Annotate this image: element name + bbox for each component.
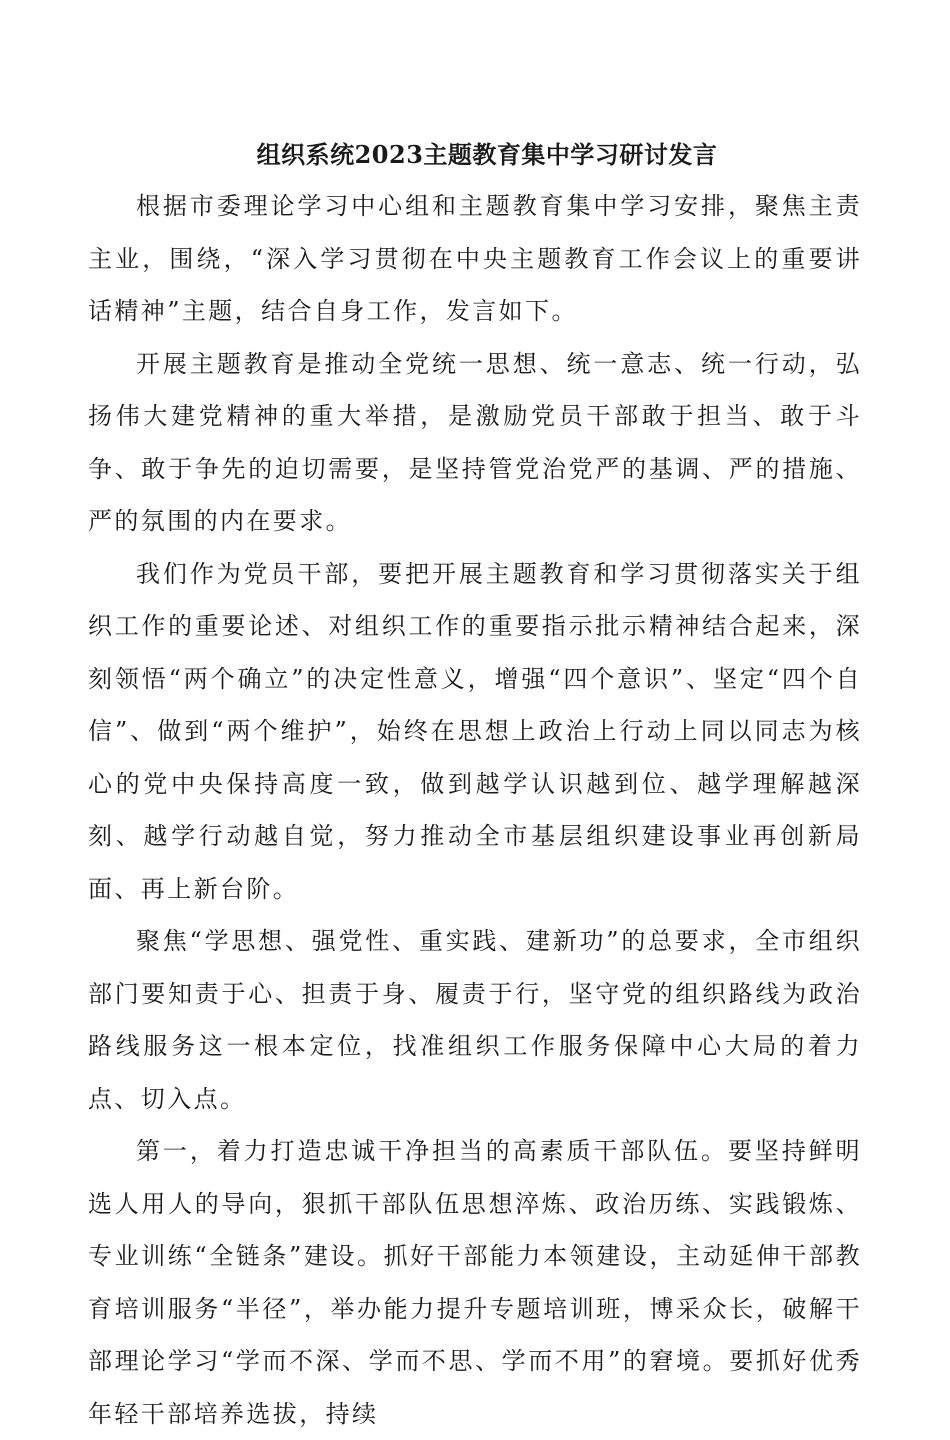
document-page xyxy=(88,136,862,1440)
paragraph-first-point: 第一，着力打造忠诚干净担当的高素质干部队伍。要坚持鲜明选人用人的导向，狠抓干部队伍思想淬炼、政治历练、实践锻炼、专业训练“全链条”建设。抓好干部能力本领建设，主动延伸干部教育培训服务“半径”，举办能力提升专题培训班，博采众长，破解干部理论学习“学而不深、学而不思、学而不用”的窘境。要抓好优秀年轻干部培养选拔，持续 xyxy=(88,1137,862,1428)
paragraph-study-requirements: 我们作为党员干部，要把开展主题教育和学习贯彻落实关于组织工作的重要论述、对组织工作的重要指示批示精神结合起来，深刻领悟“两个确立”的决定性意义，增强“四个意识”、坚定“四个自信”、做到“两个维护”，始终在思想上政治上行动上同以同志为核心的党中央保持高度一致，做到越学认识越到位、越学理解越深刻、越学行动越自觉，努力推动全市基层组织建设事业再创新局面、再上新台阶。 xyxy=(88,559,862,903)
document-title: 组织系统2023主题教育集中学习研讨发言 xyxy=(256,140,718,169)
paragraph-significance: 开展主题教育是推动全党统一思想、统一意志、统一行动，弘扬伟大建党精神的重大举措，是激励党员干部敢于担当、敢于斗争、敢于争先的迫切需要，是坚持管党治党严的基调、严的措施、严的氛围的内在要求。 xyxy=(88,349,862,535)
paragraph-general-requirements: 聚焦“学思想、强党性、重实践、建新功”的总要求，全市组织部门要知责于心、担责于身、履责于行，坚守党的组织路线为政治路线服务这一根本定位，找准组织工作服务保障中心大局的着力点、切入点。 xyxy=(88,927,862,1113)
paragraph-intro: 根据市委理论学习中心组和主题教育集中学习安排，聚焦主责主业，围绕，“深入学习贯彻在中央主题教育工作会议上的重要讲话精神”主题，结合自身工作，发言如下。 xyxy=(88,192,862,325)
